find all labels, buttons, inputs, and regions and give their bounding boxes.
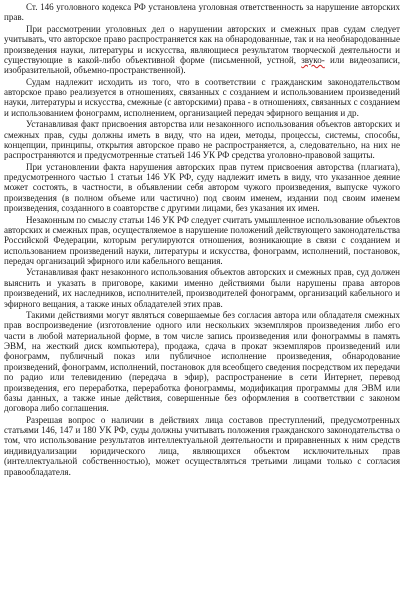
paragraph: Ст. 146 уголовного кодекса РФ установлена уголовная ответственность за нарушение авторских прав. [4,2,400,23]
paragraph: Разрешая вопрос о наличии в действиях лица составов преступлений, предусмотренных статьями 146, 147 и 180 УК РФ, суды должны учитывать положения гражданского законодательства о том, что использование результатов интеллектуальной деятельности и приравненных к ним средств индивидуализации юридического лица, являющихся объектом исключительных прав (интеллектуальной собственностью), может осуществляться третьими лицами только с согласия правообладателя. [4,414,400,477]
paragraph: Такими действиями могут являться совершаемые без согласия автора или обладателя смежных прав воспроизведение (изготовление одного или нескольких экземпляров произведения либо его части в любой материальной форме, в том числе запись произведения или фонограммы в память ЭВМ, на жесткий диск компьютера), продажа, сдача в прокат экземпляров произведений или фонограмм, публичный показ или публичное исполнение произведения, обнародование произведений, фонограмм, исполнений, постановок для всеобщего сведения посредством их передачи по радио или телевидению (передача в эфир), распространение в сети Интернет, перевод произведения, его переработка, переработка фонограммы, модификация программы для ЭВМ или базы данных, а также иные действия, совершенные без оформления в соответствии с законом договора либо соглашения. [4,309,400,414]
spellcheck-flagged-word[interactable]: звуко- [301,54,325,65]
paragraph: При установлении факта нарушения авторских прав путем присвоения авторства (плагиата), предусмотренного частью 1 статьи 146 УК РФ, суду надлежит иметь в виду, что указанное деяние может состоять, в частности, в объявлении себя автором чужого произведения, выпуске чужого произведения (в полном объеме или частично) под своим именем, издании под своим именем произведения, созданного в соавторстве с другими лицами, без указания их имен. [4,161,400,214]
document-body [4,2,400,477]
paragraph [4,24,400,76]
paragraph: Устанавливая факт присвоения авторства или незаконного использования объектов авторских и смежных прав, суды должны иметь в виду, что на идеи, методы, процессы, системы, способы, концепции, принципы, открытия авторское право не распространяется, а, следовательно, на них не распространяются и предусмотренные статьей 146 УК РФ средства уголовно-правовой защиты. [4,119,400,161]
paragraph: Незаконным по смыслу статьи 146 УК РФ следует считать умышленное использование объектов авторских и смежных прав, осуществляемое в нарушение положений действующего законодательства Российской Федерации, которым регулируются отношения, возникающие в связи с созданием и использованием произведений науки, литературы и искусства, фонограмм, исполнений, постановок, передач организаций эфирного или кабельного вещания. [4,214,400,266]
paragraph: Устанавливая факт незаконного использования объектов авторских и смежных прав, суд должен выяснить и указать в приговоре, какими именно действиями были нарушены права авторов произведений, их наследников, исполнителей, производителей фонограмм, организаций кабельного и эфирного вещания, а также иных обладателей этих прав. [4,267,400,309]
paragraph: Судам надлежит исходить из того, что в соответствии с гражданским законодательством авторское право реализуется в отношениях, связанных с созданием и использованием произведений науки, литературы и искусства, смежные (с авторскими) права - в отношениях, связанных с созданием и использованием фонограмм, исполнением, организацией передач эфирного вещания и др. [4,76,400,118]
paragraph-text: или видеозаписи, изобразительной, объемно-пространственной). [4,54,400,76]
paragraph-text: При рассмотрении уголовных дел о нарушении авторских и смежных прав судам следует учитывать, что авторское право распространяется как на обнародованные, так и на необнародованные произведения науки, литературы и искусства, являющиеся результатом творческой деятельности и существующие в какой-либо объективной форме (письменной, устной, [4,23,400,65]
